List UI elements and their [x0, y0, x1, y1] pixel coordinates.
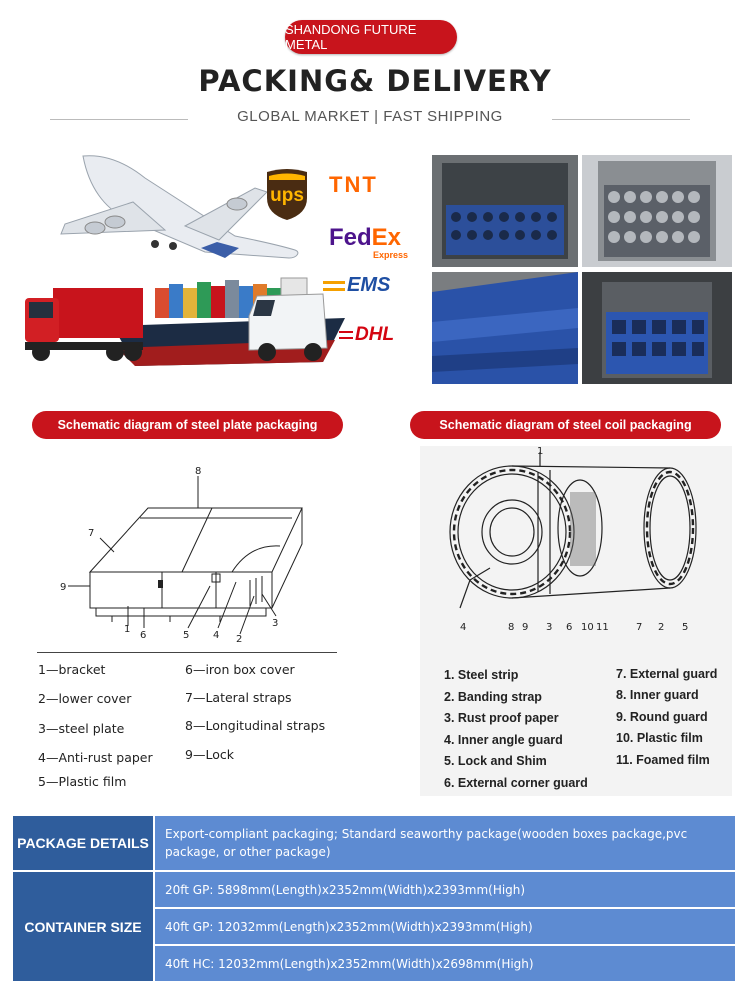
coil-legend-item: 4. Inner angle guard: [444, 733, 563, 747]
steel-plate-diagram: [40, 466, 340, 652]
fedex-logo: [329, 224, 419, 258]
plate-callout-9: 9: [60, 582, 67, 593]
coil-callout-1: 1: [537, 446, 544, 457]
plate-legend-item: 8—Longitudinal straps: [185, 718, 326, 733]
package-details-line: package, or other package): [165, 845, 331, 859]
tnt-logo: TNT: [329, 172, 378, 197]
plate-legend-item: 9—Lock: [185, 747, 234, 762]
coil-legend-item: 10. Plastic film: [616, 731, 703, 745]
coil-callout-5: 5: [682, 622, 689, 633]
container-size-row: 40ft GP: 12032mm(Length)x2352mm(Width)x2393mm(High): [155, 909, 735, 944]
fedex-fed-text: Fed: [329, 224, 372, 251]
coil-callout-3: 3: [546, 622, 553, 633]
subtitle-row: [50, 108, 690, 132]
fedex-ex-text: Ex: [371, 224, 402, 251]
coil-legend-item: 2. Banding strap: [444, 690, 542, 704]
coil-callout-11: 11: [596, 622, 609, 633]
brand-badge: SHANDONG FUTURE METAL: [285, 20, 457, 54]
plate-legend-item: 5—Plastic film: [38, 774, 127, 789]
coil-callout-4: 4: [460, 622, 467, 633]
subtitle: GLOBAL MARKET | FAST SHIPPING: [237, 108, 503, 125]
container-size-row: 20ft GP: 5898mm(Length)x2352mm(Width)x2393mm(High): [155, 872, 735, 907]
steel-coil-diagram: [430, 448, 720, 642]
container-photo-1: [432, 155, 578, 267]
plate-callout-6: 6: [140, 630, 147, 641]
plate-callout-2: 2: [236, 634, 243, 645]
plate-callout-8: 8: [195, 466, 202, 477]
coil-legend-item: 6. External corner guard: [444, 776, 588, 790]
coil-callout-7: 7: [636, 622, 643, 633]
coil-legend-item: 11. Foamed film: [616, 753, 710, 767]
plate-legend-item: 2—lower cover: [38, 691, 132, 706]
coil-callout-8: 8: [508, 622, 515, 633]
dhl-logo-text: DHL: [355, 324, 395, 345]
plate-legend-item: 6—iron box cover: [185, 662, 295, 677]
ems-logo-text: EMS: [347, 274, 391, 296]
coil-diagram-banner: Schematic diagram of steel coil packaging: [410, 411, 721, 439]
plate-callout-1: 1: [124, 624, 131, 635]
plate-diagram-banner: Schematic diagram of steel plate packaging: [32, 411, 343, 439]
coil-legend: [444, 668, 734, 792]
plate-legend-item: 1—bracket: [38, 662, 106, 677]
plate-callout-3: 3: [272, 618, 279, 629]
ups-logo: [263, 168, 311, 222]
container-size-label: CONTAINER SIZE: [13, 872, 153, 981]
plate-legend-divider: [37, 652, 337, 653]
coil-legend-item: 3. Rust proof paper: [444, 711, 559, 725]
page-title: PACKING& DELIVERY: [198, 64, 552, 98]
coil-legend-item: 1. Steel strip: [444, 668, 519, 682]
coil-callout-2: 2: [658, 622, 665, 633]
dhl-logo: [339, 324, 419, 348]
truck-icon: [25, 288, 143, 361]
plate-callout-5: 5: [183, 630, 190, 641]
coil-callout-6: 6: [566, 622, 573, 633]
coil-callout-9: 9: [522, 622, 529, 633]
coil-legend-item: 7. External guard: [616, 667, 718, 681]
ups-logo-text: ups: [270, 185, 304, 206]
shipping-illustration: [5, 148, 425, 376]
coil-callout-10: 10: [581, 622, 594, 633]
package-details-value: [155, 816, 735, 870]
ems-logo: [323, 274, 409, 300]
plate-legend-item: 3—steel plate: [38, 721, 125, 736]
plate-legend-item: 4—Anti-rust paper: [38, 750, 153, 765]
coil-legend-item: 5. Lock and Shim: [444, 754, 547, 768]
container-size-row: 40ft HC: 12032mm(Length)x2352mm(Width)x2698mm(High): [155, 946, 735, 981]
container-photo-2: [582, 155, 732, 267]
package-details-line: Export-compliant packaging; Standard seaworthy package(wooden boxes package,pvc: [165, 827, 688, 841]
plate-legend: [38, 662, 338, 792]
container-photo-3: [432, 272, 578, 384]
container-photo-4: [582, 272, 732, 384]
plate-callout-4: 4: [213, 630, 220, 641]
coil-diagram-panel: [420, 446, 732, 796]
coil-legend-item: 9. Round guard: [616, 710, 708, 724]
plate-legend-item: 7—Lateral straps: [185, 690, 292, 705]
coil-legend-item: 8. Inner guard: [616, 688, 699, 702]
package-details-label: PACKAGE DETAILS: [13, 816, 153, 870]
fedex-express-text: Express: [373, 250, 409, 260]
plate-callout-7: 7: [88, 528, 95, 539]
